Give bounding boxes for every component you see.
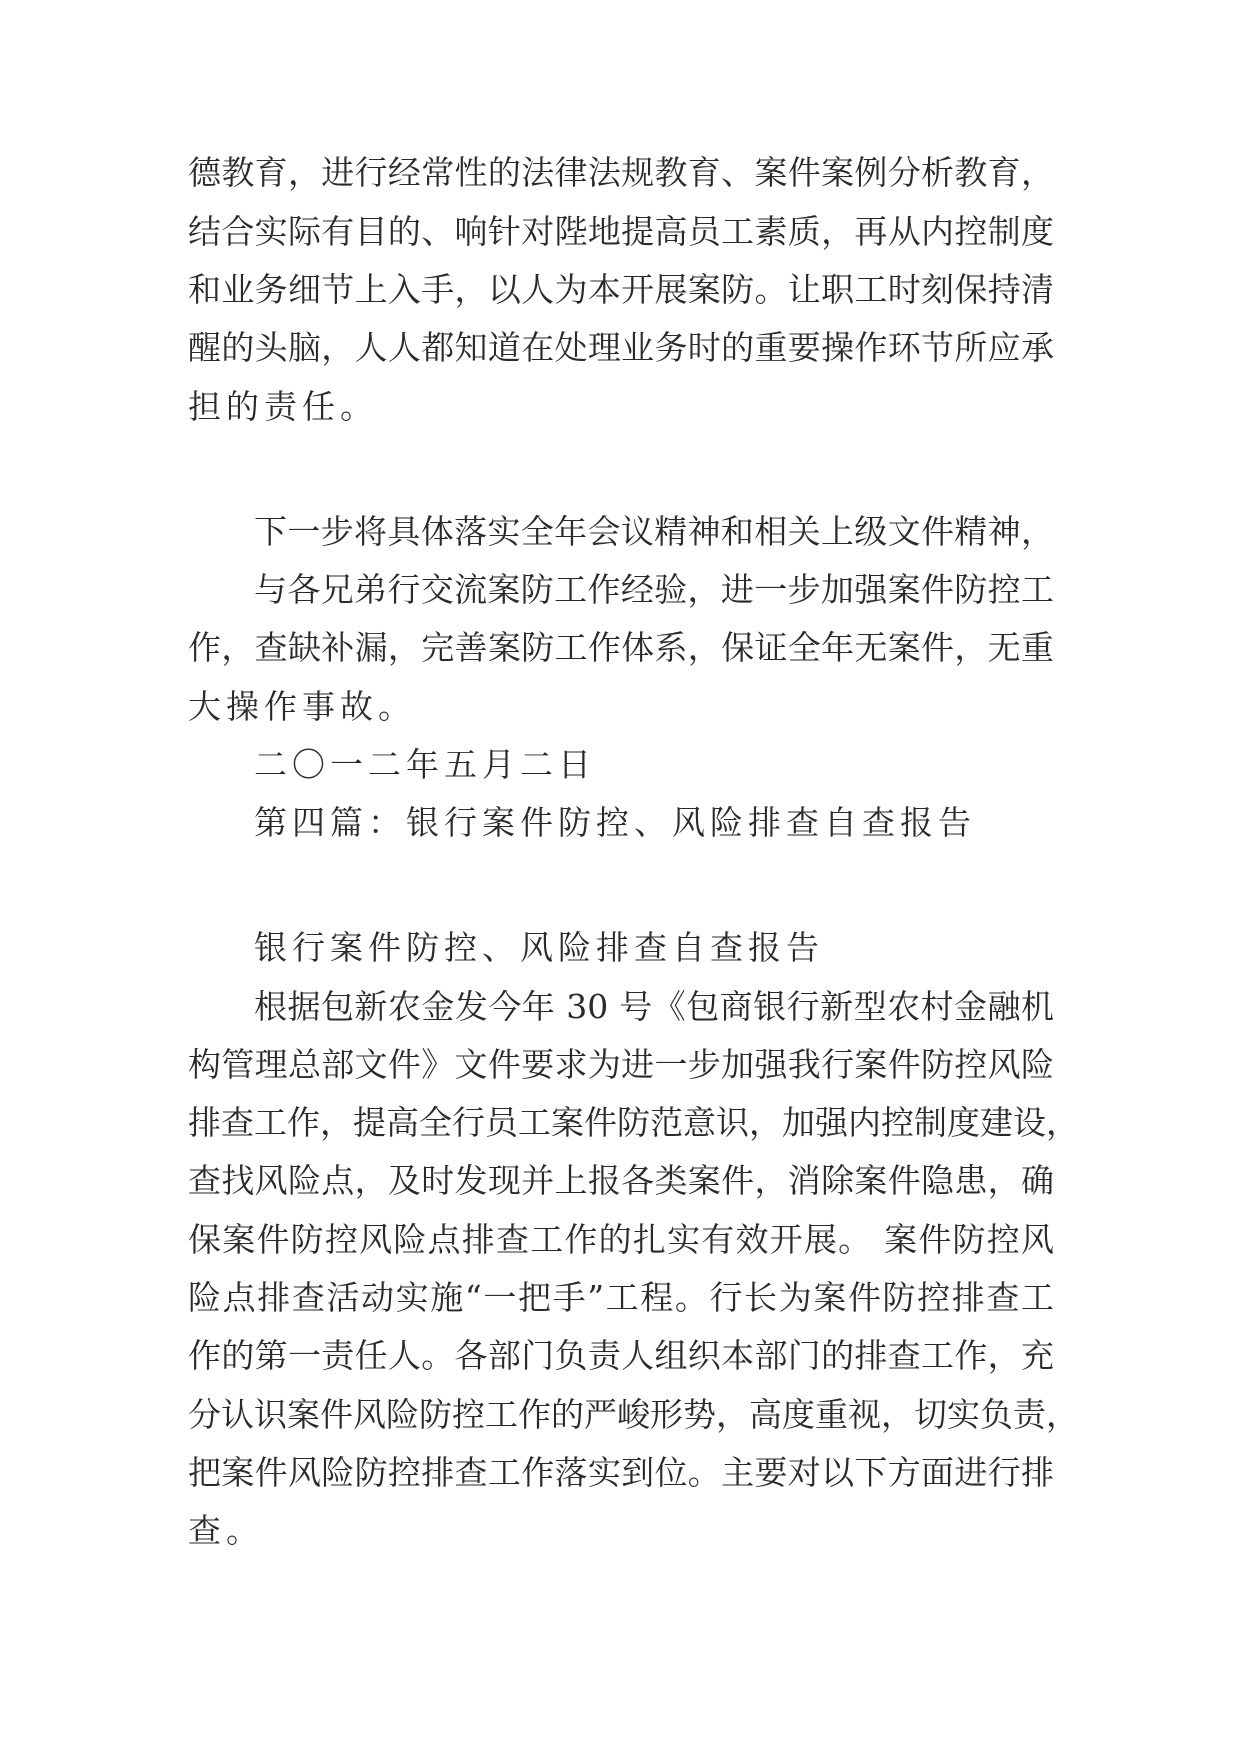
- body-line: 排查工作，提高全行员工案件防范意识，加强内控制度建设，: [188, 1103, 1079, 1142]
- section-heading: 第四篇：银行案件防控、风险排查自查报告: [254, 803, 976, 842]
- body-line: 把案件风险防控排查工作落实到位。主要对以下方面进行排: [188, 1453, 1054, 1492]
- body-line: 保案件防控风险点排查工作的扎实有效开展。 案件防控风: [188, 1220, 1054, 1259]
- body-line: 下一步将具体落实全年会议精神和相关上级文件精神，: [254, 512, 1054, 551]
- body-line: 与各兄弟行交流案防工作经验，进一步加强案件防控工: [254, 570, 1054, 609]
- body-line: 分认识案件风险防控工作的严峻形势，高度重视，切实负责，: [188, 1395, 1079, 1434]
- body-line: 结合实际有目的、响针对陛地提高员工素质，再从内控制度: [188, 212, 1054, 251]
- body-line: 担的责任。: [188, 387, 378, 426]
- body-line: 和业务细节上入手，以人为本开展案防。让职工时刻保持清: [188, 270, 1054, 309]
- body-line: 醒的头脑，人人都知道在处理业务时的重要操作环节所应承: [188, 328, 1054, 367]
- body-line: 查找风险点，及时发现并上报各类案件，消除案件隐患，确: [188, 1161, 1054, 1200]
- body-line: 查。: [188, 1511, 264, 1550]
- body-line: 作的第一责任人。各部门负责人组织本部门的排查工作，充: [188, 1336, 1054, 1375]
- body-line: 作，查缺补漏，完善案防工作体系，保证全年无案件，无重: [188, 628, 1054, 667]
- body-line: 构管理总部文件》文件要求为进一步加强我行案件防控风险: [188, 1045, 1054, 1084]
- body-line: 德教育，进行经常性的法律法规教育、案件案例分析教育，: [188, 153, 1054, 192]
- body-line: 大操作事故。: [188, 687, 416, 726]
- date-line: 二〇一二年五月二日: [254, 745, 596, 784]
- report-title: 银行案件防控、风险排查自查报告: [254, 928, 824, 967]
- body-line: 根据包新农金发今年 30 号《包商银行新型农村金融机: [254, 987, 1054, 1026]
- body-line: 险点排查活动实施“一把手”工程。行长为案件防控排查工: [188, 1278, 1054, 1317]
